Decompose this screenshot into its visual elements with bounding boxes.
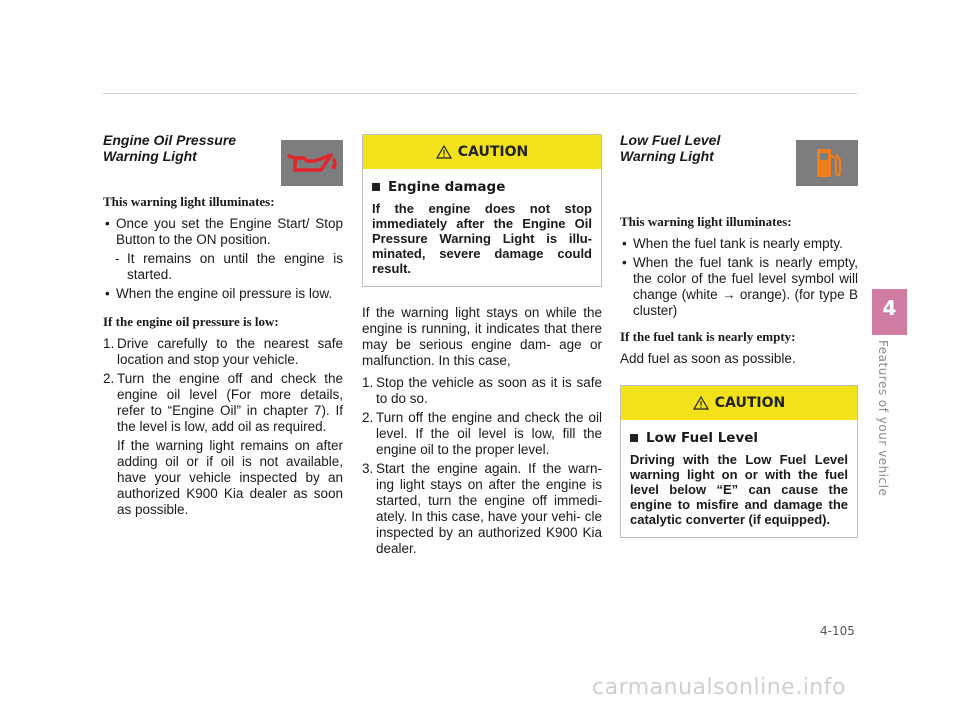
caution-header bbox=[621, 386, 857, 420]
low-fuel-section bbox=[620, 126, 858, 538]
low-pressure-label: If the engine oil pressure is low: bbox=[103, 314, 279, 329]
square-bullet-icon bbox=[372, 183, 380, 191]
step-number: 2. bbox=[103, 371, 115, 386]
step-text: Start the engine again. If the warn- ing light stays on after the engine is started, turn the engine off immedi- ately. In this case, have your vehi- cle inspected by an authorized K900 Kia dealer. bbox=[376, 461, 602, 556]
list-item bbox=[362, 410, 602, 458]
list-item: • When the fuel tank is nearly empty. bbox=[620, 236, 858, 252]
step-number: 3. bbox=[362, 461, 374, 476]
caution-body bbox=[621, 420, 857, 537]
chapter-label: Features of your vehicle bbox=[876, 340, 890, 497]
caution-box-fuel bbox=[620, 385, 858, 538]
caution-box-engine bbox=[362, 134, 602, 287]
step-number: 1. bbox=[103, 336, 115, 351]
step-text: Turn the engine off and check the engine oil level (For more details, refer to “Engine Oil” in chapter 7). If the level is low, add oil as required. bbox=[117, 371, 343, 434]
list-item bbox=[362, 375, 602, 407]
caution-body bbox=[363, 169, 601, 286]
engine-damage-section bbox=[362, 134, 602, 560]
caution-subtitle-text: Low Fuel Level bbox=[646, 430, 759, 446]
list-item: • Once you set the Engine Start/ Stop Button to the ON position. bbox=[103, 216, 343, 248]
list-item bbox=[103, 336, 343, 368]
engine-oil-heading: Engine Oil Pressure Warning Light bbox=[103, 132, 237, 164]
watermark: carmanualsonline.info bbox=[592, 675, 846, 700]
chapter-number: 4 bbox=[882, 296, 897, 320]
paragraph: Add fuel as soon as possible. bbox=[620, 351, 796, 366]
caution-subtitle bbox=[372, 179, 592, 195]
page-number: 4-105 bbox=[820, 624, 855, 638]
nearly-empty-label: If the fuel tank is nearly empty: bbox=[620, 329, 796, 344]
warning-triangle-icon bbox=[693, 396, 709, 410]
step-number: 2. bbox=[362, 410, 374, 425]
list-item: - It remains on until the engine is started. bbox=[103, 251, 343, 283]
paragraph: If the warning light stays on while the engine is running, it indicates that there may be serious engine dam- age or malfunction. In this case, bbox=[362, 305, 602, 368]
list-item: • When the engine oil pressure is low. bbox=[103, 286, 343, 302]
low-fuel-heading-row bbox=[620, 132, 858, 210]
caution-subtitle bbox=[630, 430, 848, 446]
warning-triangle-icon bbox=[436, 145, 452, 159]
step-text: Drive carefully to the nearest safe location and stop your vehicle. bbox=[117, 336, 343, 367]
top-divider bbox=[103, 93, 857, 94]
engine-oil-heading-row bbox=[103, 132, 343, 190]
list-item: • When the fuel tank is nearly empty, the color of the fuel level symbol will change (white → orange). (for type B cluster) bbox=[620, 255, 858, 319]
caution-text: Driving with the Low Fuel Level warning light on or with the fuel level below “E” can cause the engine to misfire and damage the catalytic converter (if equipped). bbox=[630, 452, 848, 527]
caution-header bbox=[363, 135, 601, 169]
caution-title: CAUTION bbox=[457, 144, 529, 160]
illuminates-label: This warning light illuminates: bbox=[103, 194, 275, 209]
square-bullet-icon bbox=[630, 434, 638, 442]
step-text: Turn off the engine and check the oil level. If the oil level is low, fill the engine oil to the proper level. bbox=[376, 410, 602, 457]
caution-text: If the engine does not stop immediately after the Engine Oil Pressure Warning Light is illu- minated, severe damage could result. bbox=[372, 201, 592, 276]
caution-subtitle-text: Engine damage bbox=[388, 179, 506, 195]
illuminates-label: This warning light illuminates: bbox=[620, 214, 792, 229]
caution-title: CAUTION bbox=[714, 395, 786, 411]
list-item bbox=[103, 371, 343, 435]
oil-pressure-warning-icon bbox=[281, 140, 343, 186]
step-text: Stop the vehicle as soon as it is safe to do so. bbox=[376, 375, 602, 406]
fuel-warning-icon bbox=[796, 140, 858, 186]
engine-oil-section bbox=[103, 126, 343, 521]
low-fuel-heading: Low Fuel Level Warning Light bbox=[620, 132, 721, 164]
list-item bbox=[362, 461, 602, 557]
paragraph: If the warning light remains on after adding oil or if oil is not available, have your vehicle inspected by an authorized K900 Kia dealer as soon as possible. bbox=[117, 438, 343, 517]
step-number: 1. bbox=[362, 375, 374, 390]
